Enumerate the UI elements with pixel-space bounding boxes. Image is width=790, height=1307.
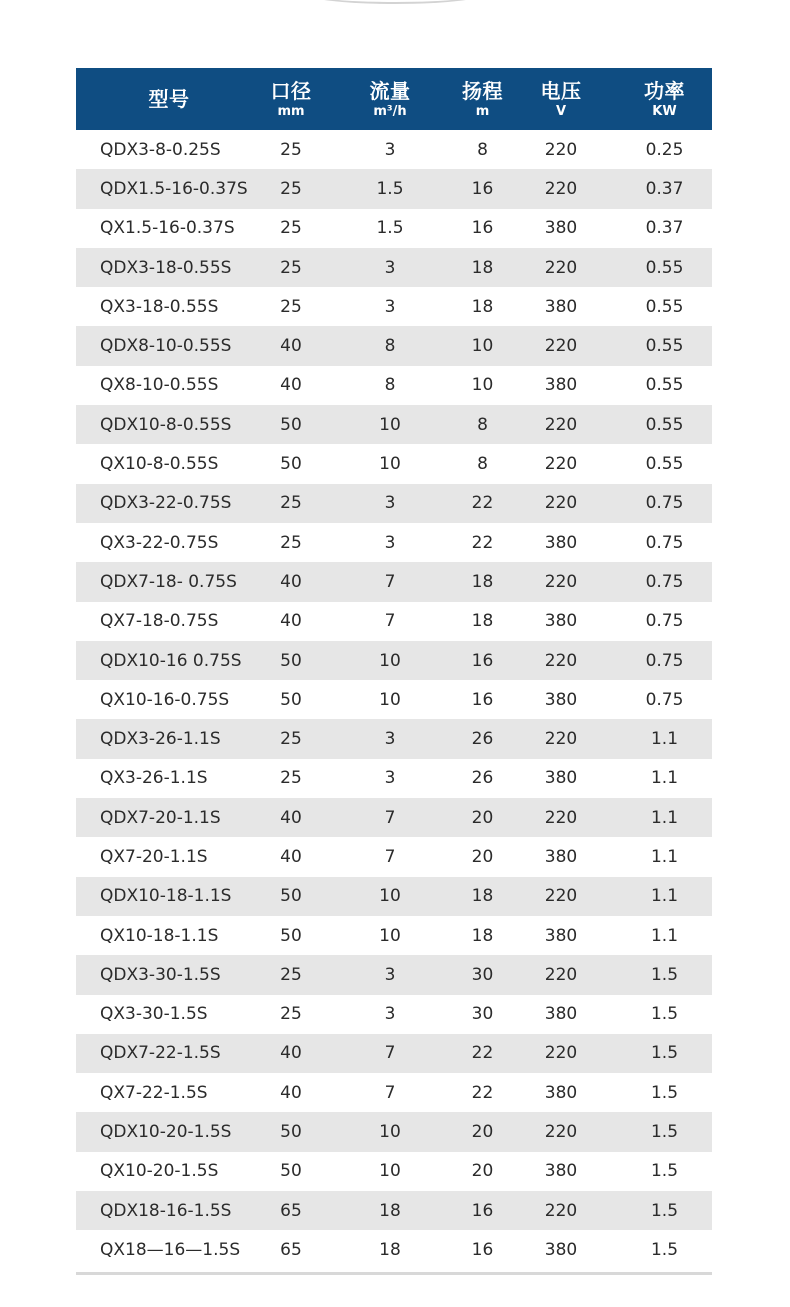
table-row — [76, 759, 712, 798]
cell-voltage: 380 — [544, 689, 578, 710]
cell-power: 1.1 — [650, 768, 679, 789]
cell-caliber: 25 — [280, 768, 302, 789]
cell-voltage: 220 — [505, 955, 617, 994]
decorative-arc — [300, 0, 490, 4]
cell-power: 0.75 — [645, 611, 684, 632]
cell-power: 0.37 — [645, 218, 684, 239]
cell-flow: 7 — [320, 562, 460, 601]
table-row — [76, 955, 712, 994]
cell-lift: 18 — [471, 925, 494, 946]
cell-flow: 3 — [320, 248, 460, 287]
cell-voltage: 380 — [544, 846, 578, 867]
cell-caliber: 50 — [262, 1112, 320, 1151]
cell-caliber: 40 — [280, 375, 302, 396]
cell-caliber: 50 — [280, 454, 302, 475]
cell-lift: 16 — [460, 169, 505, 208]
cell-model: QDX18-16-1.5S — [76, 1191, 262, 1230]
cell-flow: 8 — [320, 326, 460, 365]
cell-caliber: 65 — [280, 1239, 302, 1260]
header-model-label: 型号 — [148, 87, 190, 111]
cell-flow: 10 — [379, 1161, 401, 1182]
cell-caliber: 25 — [262, 955, 320, 994]
cell-flow: 1.5 — [376, 218, 404, 239]
cell-lift: 16 — [471, 1239, 494, 1260]
cell-model: QX7-18-0.75S — [100, 611, 219, 632]
table-row — [76, 1034, 712, 1073]
cell-flow: 3 — [320, 955, 460, 994]
header-flow-unit: m³/h — [373, 103, 407, 119]
cell-voltage: 380 — [544, 1004, 578, 1025]
cell-caliber: 25 — [280, 1004, 302, 1025]
cell-power: 1.5 — [617, 1112, 712, 1151]
cell-model: QDX3-18-0.55S — [76, 248, 262, 287]
cell-lift: 8 — [460, 405, 505, 444]
cell-caliber: 25 — [262, 484, 320, 523]
cell-voltage: 220 — [544, 454, 578, 475]
header-voltage-unit: V — [555, 103, 567, 119]
cell-power: 0.55 — [645, 375, 684, 396]
cell-caliber: 50 — [280, 1161, 302, 1182]
cell-power: 0.37 — [617, 169, 712, 208]
cell-caliber: 40 — [262, 1034, 320, 1073]
cell-flow: 10 — [379, 454, 401, 475]
header-row — [76, 68, 712, 130]
table-body — [76, 130, 712, 1270]
table-row — [76, 562, 712, 601]
cell-model: QX10-8-0.55S — [100, 454, 219, 475]
cell-lift: 22 — [471, 532, 494, 553]
cell-model: QDX7-20-1.1S — [76, 798, 262, 837]
table-row — [76, 1230, 712, 1269]
cell-caliber: 25 — [262, 248, 320, 287]
cell-flow: 3 — [384, 296, 396, 317]
cell-model: QX10-20-1.5S — [100, 1161, 219, 1182]
cell-model: QX1.5-16-0.37S — [100, 218, 235, 239]
table-row — [76, 1152, 712, 1191]
header-lift — [460, 68, 505, 130]
cell-power: 1.5 — [650, 1161, 679, 1182]
header-lift-label: 扬程 — [462, 78, 503, 103]
cell-caliber: 50 — [280, 925, 302, 946]
cell-power: 1.5 — [617, 1191, 712, 1230]
cell-model: QDX1.5-16-0.37S — [76, 169, 262, 208]
cell-voltage: 380 — [544, 925, 578, 946]
cell-lift: 16 — [460, 641, 505, 680]
cell-model: QX3-22-0.75S — [100, 532, 219, 553]
cell-lift: 16 — [460, 1191, 505, 1230]
cell-power: 1.1 — [650, 846, 679, 867]
header-model — [76, 68, 262, 130]
cell-flow: 18 — [379, 1239, 401, 1260]
table-row — [76, 641, 712, 680]
cell-flow: 7 — [320, 1034, 460, 1073]
cell-lift: 30 — [460, 955, 505, 994]
cell-caliber: 25 — [280, 218, 302, 239]
cell-voltage: 380 — [544, 1082, 578, 1103]
cell-voltage: 220 — [505, 169, 617, 208]
table-row — [76, 326, 712, 365]
cell-power: 0.55 — [617, 326, 712, 365]
header-voltage — [505, 68, 617, 130]
cell-power: 0.55 — [617, 405, 712, 444]
cell-lift: 22 — [460, 484, 505, 523]
cell-lift: 18 — [471, 296, 494, 317]
cell-power: 0.75 — [617, 562, 712, 601]
cell-lift: 18 — [460, 248, 505, 287]
cell-model: QDX3-26-1.1S — [76, 719, 262, 758]
cell-model: QDX10-20-1.5S — [76, 1112, 262, 1151]
cell-caliber: 40 — [262, 798, 320, 837]
cell-flow: 3 — [320, 484, 460, 523]
cell-caliber: 50 — [280, 689, 302, 710]
cell-voltage: 220 — [505, 248, 617, 287]
cell-flow: 8 — [384, 375, 396, 396]
cell-voltage: 220 — [505, 1112, 617, 1151]
cell-flow: 7 — [384, 1082, 396, 1103]
cell-voltage: 220 — [505, 877, 617, 916]
table-row — [76, 1191, 712, 1230]
cell-voltage: 220 — [505, 484, 617, 523]
table-row — [76, 484, 712, 523]
cell-lift: 20 — [460, 1112, 505, 1151]
header-flow-label: 流量 — [369, 78, 411, 103]
cell-voltage: 380 — [544, 611, 578, 632]
cell-power: 1.1 — [617, 877, 712, 916]
cell-model: QX10-16-0.75S — [100, 689, 230, 710]
header-power — [617, 68, 712, 130]
cell-voltage: 380 — [544, 768, 578, 789]
cell-caliber: 50 — [262, 877, 320, 916]
header-power-label: 功率 — [644, 78, 685, 103]
cell-model: QDX7-18- 0.75S — [76, 562, 262, 601]
cell-voltage: 220 — [505, 1034, 617, 1073]
cell-voltage: 220 — [505, 719, 617, 758]
table-row — [76, 444, 712, 483]
cell-power: 1.5 — [617, 1034, 712, 1073]
cell-lift: 10 — [460, 326, 505, 365]
cell-model: QX7-22-1.5S — [100, 1082, 208, 1103]
cell-voltage: 220 — [505, 641, 617, 680]
cell-power: 0.55 — [645, 296, 684, 317]
cell-flow: 7 — [384, 611, 396, 632]
cell-flow: 1.5 — [320, 169, 460, 208]
cell-lift: 18 — [471, 611, 494, 632]
cell-caliber: 40 — [280, 1082, 302, 1103]
cell-model: QDX3-8-0.25S — [100, 139, 221, 160]
cell-voltage: 220 — [505, 798, 617, 837]
cell-lift: 30 — [471, 1004, 494, 1025]
table-row — [76, 366, 712, 405]
cell-voltage: 220 — [505, 405, 617, 444]
table-header — [76, 68, 712, 130]
cell-lift: 26 — [471, 768, 494, 789]
cell-lift: 20 — [471, 1161, 494, 1182]
cell-voltage: 380 — [544, 375, 578, 396]
cell-voltage: 380 — [544, 218, 578, 239]
cell-caliber: 25 — [280, 139, 302, 160]
cell-caliber: 50 — [262, 641, 320, 680]
cell-lift: 18 — [460, 877, 505, 916]
cell-model: QX8-10-0.55S — [100, 375, 219, 396]
cell-lift: 20 — [460, 798, 505, 837]
table-row — [76, 523, 712, 562]
cell-model: QDX3-22-0.75S — [76, 484, 262, 523]
cell-caliber: 25 — [262, 169, 320, 208]
cell-voltage: 380 — [544, 532, 578, 553]
table-row — [76, 209, 712, 248]
header-caliber-unit: mm — [277, 103, 305, 119]
cell-power: 0.25 — [645, 139, 684, 160]
pump-spec-table — [76, 68, 712, 1270]
cell-flow: 10 — [379, 689, 401, 710]
cell-voltage: 380 — [544, 1161, 578, 1182]
cell-lift: 22 — [471, 1082, 494, 1103]
cell-lift: 22 — [460, 1034, 505, 1073]
cell-model: QDX7-22-1.5S — [76, 1034, 262, 1073]
table-row — [76, 798, 712, 837]
cell-flow: 10 — [379, 925, 401, 946]
cell-voltage: 220 — [505, 562, 617, 601]
table-row — [76, 130, 712, 169]
cell-voltage: 220 — [544, 139, 578, 160]
cell-caliber: 40 — [280, 846, 302, 867]
cell-flow: 3 — [384, 532, 396, 553]
cell-lift: 16 — [471, 689, 494, 710]
cell-model: QX10-18-1.1S — [100, 925, 219, 946]
cell-flow: 10 — [320, 405, 460, 444]
header-power-unit: KW — [652, 103, 677, 119]
cell-power: 0.55 — [617, 248, 712, 287]
cell-model: QDX3-30-1.5S — [76, 955, 262, 994]
cell-flow: 3 — [384, 1004, 396, 1025]
cell-power: 1.1 — [650, 925, 679, 946]
cell-power: 0.55 — [645, 454, 684, 475]
table-row — [76, 877, 712, 916]
cell-power: 0.75 — [645, 689, 684, 710]
header-caliber — [262, 68, 320, 130]
cell-lift: 8 — [477, 139, 488, 160]
cell-voltage: 380 — [544, 1239, 578, 1260]
cell-lift: 20 — [471, 846, 494, 867]
cell-power: 1.5 — [650, 1239, 679, 1260]
cell-flow: 10 — [320, 641, 460, 680]
cell-caliber: 25 — [280, 532, 302, 553]
cell-flow: 18 — [320, 1191, 460, 1230]
cell-caliber: 25 — [280, 296, 302, 317]
cell-voltage: 380 — [544, 296, 578, 317]
cell-lift: 8 — [477, 454, 488, 475]
table-row — [76, 995, 712, 1034]
cell-model: QX3-26-1.1S — [100, 768, 208, 789]
cell-power: 1.5 — [650, 1004, 679, 1025]
header-caliber-label: 口径 — [270, 78, 312, 103]
cell-model: QDX10-16 0.75S — [76, 641, 262, 680]
cell-flow: 7 — [384, 846, 396, 867]
cell-model: QX3-18-0.55S — [100, 296, 219, 317]
table-row — [76, 169, 712, 208]
cell-lift: 26 — [460, 719, 505, 758]
table-bottom-rule — [76, 1272, 712, 1275]
cell-flow: 10 — [320, 1112, 460, 1151]
cell-power: 1.5 — [650, 1082, 679, 1103]
table-row — [76, 837, 712, 876]
cell-power: 1.5 — [617, 955, 712, 994]
cell-flow: 10 — [320, 877, 460, 916]
cell-model: QDX8-10-0.55S — [76, 326, 262, 365]
cell-power: 0.75 — [645, 532, 684, 553]
cell-flow: 3 — [320, 719, 460, 758]
table-row — [76, 602, 712, 641]
cell-power: 0.75 — [617, 641, 712, 680]
cell-lift: 18 — [460, 562, 505, 601]
table-row — [76, 1073, 712, 1112]
cell-flow: 3 — [384, 139, 396, 160]
cell-caliber: 65 — [262, 1191, 320, 1230]
table-row — [76, 287, 712, 326]
header-lift-unit: m — [475, 103, 490, 119]
table-row — [76, 248, 712, 287]
cell-caliber: 40 — [262, 562, 320, 601]
cell-voltage: 220 — [505, 326, 617, 365]
cell-voltage: 220 — [505, 1191, 617, 1230]
table-row — [76, 405, 712, 444]
cell-lift: 10 — [471, 375, 494, 396]
cell-lift: 16 — [471, 218, 494, 239]
cell-caliber: 25 — [262, 719, 320, 758]
cell-model: QDX10-18-1.1S — [76, 877, 262, 916]
cell-model: QX7-20-1.1S — [100, 846, 208, 867]
table-row — [76, 916, 712, 955]
cell-model: QDX10-8-0.55S — [76, 405, 262, 444]
header-voltage-label: 电压 — [540, 78, 582, 103]
cell-power: 0.75 — [617, 484, 712, 523]
cell-flow: 7 — [320, 798, 460, 837]
cell-caliber: 40 — [280, 611, 302, 632]
cell-caliber: 40 — [262, 326, 320, 365]
cell-power: 1.1 — [617, 719, 712, 758]
cell-flow: 3 — [384, 768, 396, 789]
table-row — [76, 1112, 712, 1151]
cell-caliber: 50 — [262, 405, 320, 444]
table-row — [76, 719, 712, 758]
header-flow — [320, 68, 460, 130]
cell-model: QX3-30-1.5S — [100, 1004, 208, 1025]
table-row — [76, 680, 712, 719]
cell-model: QX18—16—1.5S — [100, 1239, 241, 1260]
spec-table-container — [76, 68, 712, 1275]
cell-power: 1.1 — [617, 798, 712, 837]
